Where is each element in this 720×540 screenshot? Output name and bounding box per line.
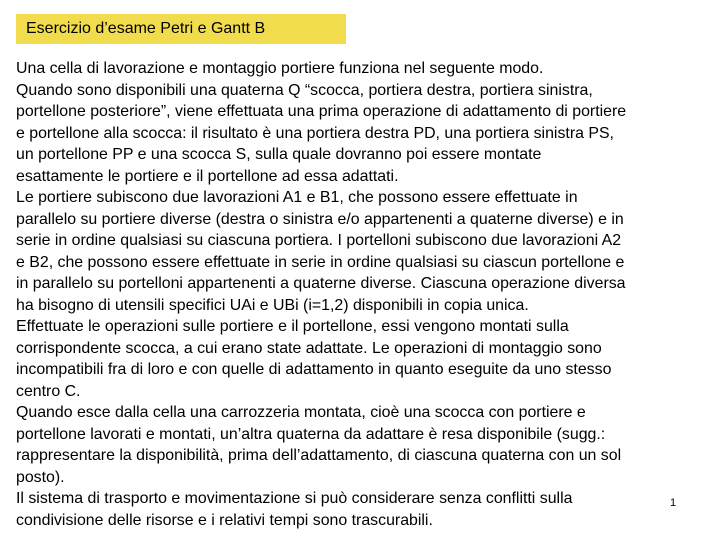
body-line: centro C. (16, 382, 81, 400)
exercise-body-text (16, 58, 714, 531)
body-line: Le portiere subiscono due lavorazioni A1 e B1, che possono essere effettuate in (16, 189, 578, 206)
body-line: parallelo su portiere diverse (destra o sinistra e/o appartenenti a quaterne diverse) e in (16, 210, 624, 228)
body-line: rappresentare la disponibilità, prima dell’adattamento, di ciascuna quaterna con un sol (16, 447, 622, 464)
body-line: ha bisogno di utensili specifici UAi e UBi (i=1,2) disponibili in copia unica. (16, 296, 529, 314)
body-line: serie in ordine qualsiasi su ciascuna portiera. I portelloni subiscono due lavorazioni A2 (16, 232, 622, 249)
body-line: posto). (16, 468, 65, 486)
body-line: portellone posteriore”, viene effettuata una prima operazione di adattamento di portiere (16, 103, 627, 120)
body-line: Quando sono disponibili una quaterna Q “scocca, portiera destra, portiera sinistra, (16, 81, 593, 99)
body-line: incompatibili fra di loro e con quelle di adattamento in quanto eseguite da uno stesso (16, 361, 612, 378)
body-line: Quando esce dalla cella una carrozzeria montata, cioè una scocca con portiere e (16, 404, 586, 421)
body-line: e portellone alla scocca: il risultato è una portiera destra PD, una portiera sinistra PS, (16, 124, 614, 142)
body-line: portellone lavorati e montati, un’altra quaterna da adattare è resa disponibile (sugg.: (16, 425, 606, 443)
body-line: in parallelo su portelloni appartenenti a quaterne diverse. Ciascuna operazione diversa (16, 275, 626, 292)
body-line: condivisione delle risorse e i relativi tempi sono trascurabili. (16, 511, 433, 529)
slide-title-box (16, 14, 346, 44)
slide-title: Esercizio d’esame Petri e Gantt B (26, 20, 266, 37)
body-line: Il sistema di trasporto e movimentazione si può considerare senza conflitti sulla (16, 490, 573, 507)
body-line: esattamente le portiere e il portellone ad essa adattati. (16, 167, 399, 185)
body-line: corrispondente scocca, a cui erano state adattate. Le operazioni di montaggio sono (16, 339, 602, 357)
page-number: 1 (670, 497, 677, 509)
body-line: un portellone PP e una scocca S, sulla quale dovranno poi essere montate (16, 146, 542, 163)
body-line: e B2, che possono essere effettuate in serie in ordine qualsiasi su ciascun portellone e (16, 253, 625, 271)
body-line: Effettuate le operazioni sulle portiere e il portellone, essi vengono montati sulla (16, 318, 569, 335)
body-line: Una cella di lavorazione e montaggio portiere funziona nel seguente modo. (16, 60, 544, 77)
